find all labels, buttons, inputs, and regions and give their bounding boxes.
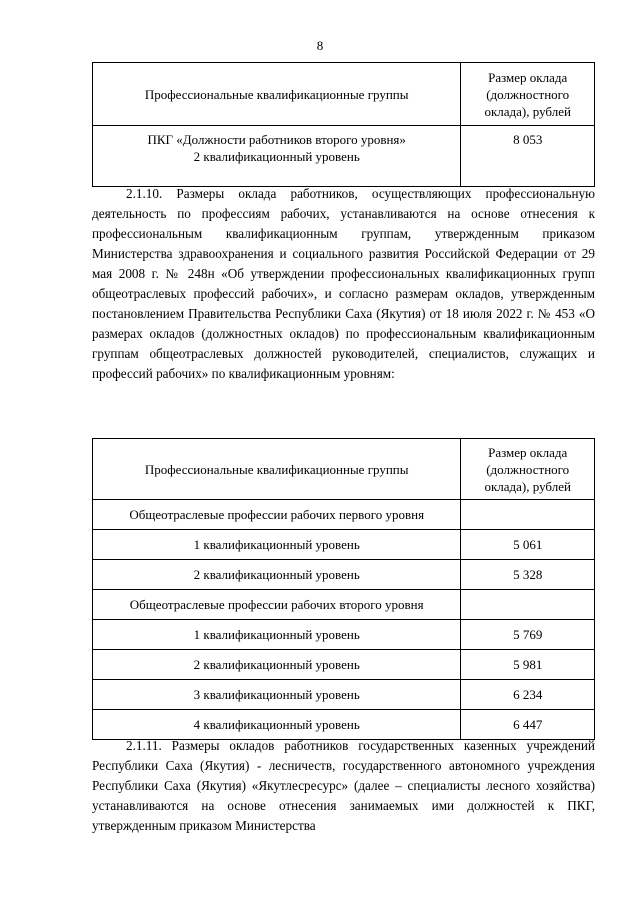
qualification-level: 1 квалификационный уровень xyxy=(93,530,461,560)
qualification-level: 2 квалификационный уровень xyxy=(193,149,360,164)
qualification-level: 2 квалификационный уровень xyxy=(93,650,461,680)
salary-value: 5 328 xyxy=(461,560,595,590)
salary-table-worker-professions xyxy=(92,438,595,740)
salary-value xyxy=(461,500,595,530)
group-heading: Общеотраслевые профессии рабочих второго уровня xyxy=(93,590,461,620)
group-name: ПКГ «Должности работников второго уровня» xyxy=(147,132,406,147)
salary-table-second-level-positions xyxy=(92,62,595,187)
qualification-level: 3 квалификационный уровень xyxy=(93,680,461,710)
table-row xyxy=(93,680,595,710)
header-salary: Размер оклада (должностного оклада), рублей xyxy=(461,63,595,126)
table-row xyxy=(93,560,595,590)
salary-value: 6 447 xyxy=(461,710,595,740)
table-row xyxy=(93,710,595,740)
qualification-level: 1 квалификационный уровень xyxy=(93,620,461,650)
table-row xyxy=(93,530,595,560)
salary-value: 5 981 xyxy=(461,650,595,680)
group-heading: Общеотраслевые профессии рабочих первого уровня xyxy=(93,500,461,530)
paragraph-2-1-11: 2.1.11. Размеры окладов работников государственных казенных учреждений Республики Саха (Якутия) - лесничеств, государственного автономного учреждения Республики Саха (Якутия) «Якутлесресурс» (далее – специалисты лесного хозяйства) устанавливаются на основе отнесения занимаемых ими должностей к ПКГ, утвержденным приказом Министерства xyxy=(92,738,595,833)
table-header-row xyxy=(93,63,595,126)
header-salary: Размер оклада (должностного оклада), рублей xyxy=(461,439,595,500)
table-row xyxy=(93,500,595,530)
table-row xyxy=(93,126,595,187)
salary-value: 6 234 xyxy=(461,680,595,710)
table-row xyxy=(93,620,595,650)
salary-value xyxy=(461,590,595,620)
salary-value: 5 061 xyxy=(461,530,595,560)
header-groups: Профессиональные квалификационные группы xyxy=(93,63,461,126)
paragraph-2-1-10: 2.1.10. Размеры оклада работников, осуществляющих профессиональную деятельность по профессиям рабочих, устанавливаются на основе отнесения к профессиональным квалификационным группам, утвержденным приказом Министерства здравоохранения и социального развития Российской Федерации от 29 мая 2008 г. № 248н «Об утверждении профессиональных квалификационных групп общеотраслевых профессий рабочих», и согласно размерам окладов, утвержденным постановлением Правительства Республики Саха (Якутия) от 18 июля 2022 г. № 453 «О размерах окладов (должностных окладов) по профессиональным квалификационным группам общеотраслевых должностей руководителей, специалистов, служащих и профессий рабочих» по квалификационным уровням: xyxy=(92,186,595,381)
group-cell xyxy=(93,126,461,187)
page-number: 8 xyxy=(316,38,324,53)
table-row xyxy=(93,590,595,620)
header-groups: Профессиональные квалификационные группы xyxy=(93,439,461,500)
salary-value: 5 769 xyxy=(461,620,595,650)
salary-value: 8 053 xyxy=(461,126,595,187)
table-row xyxy=(93,650,595,680)
table-header-row xyxy=(93,439,595,500)
qualification-level: 2 квалификационный уровень xyxy=(93,560,461,590)
qualification-level: 4 квалификационный уровень xyxy=(93,710,461,740)
